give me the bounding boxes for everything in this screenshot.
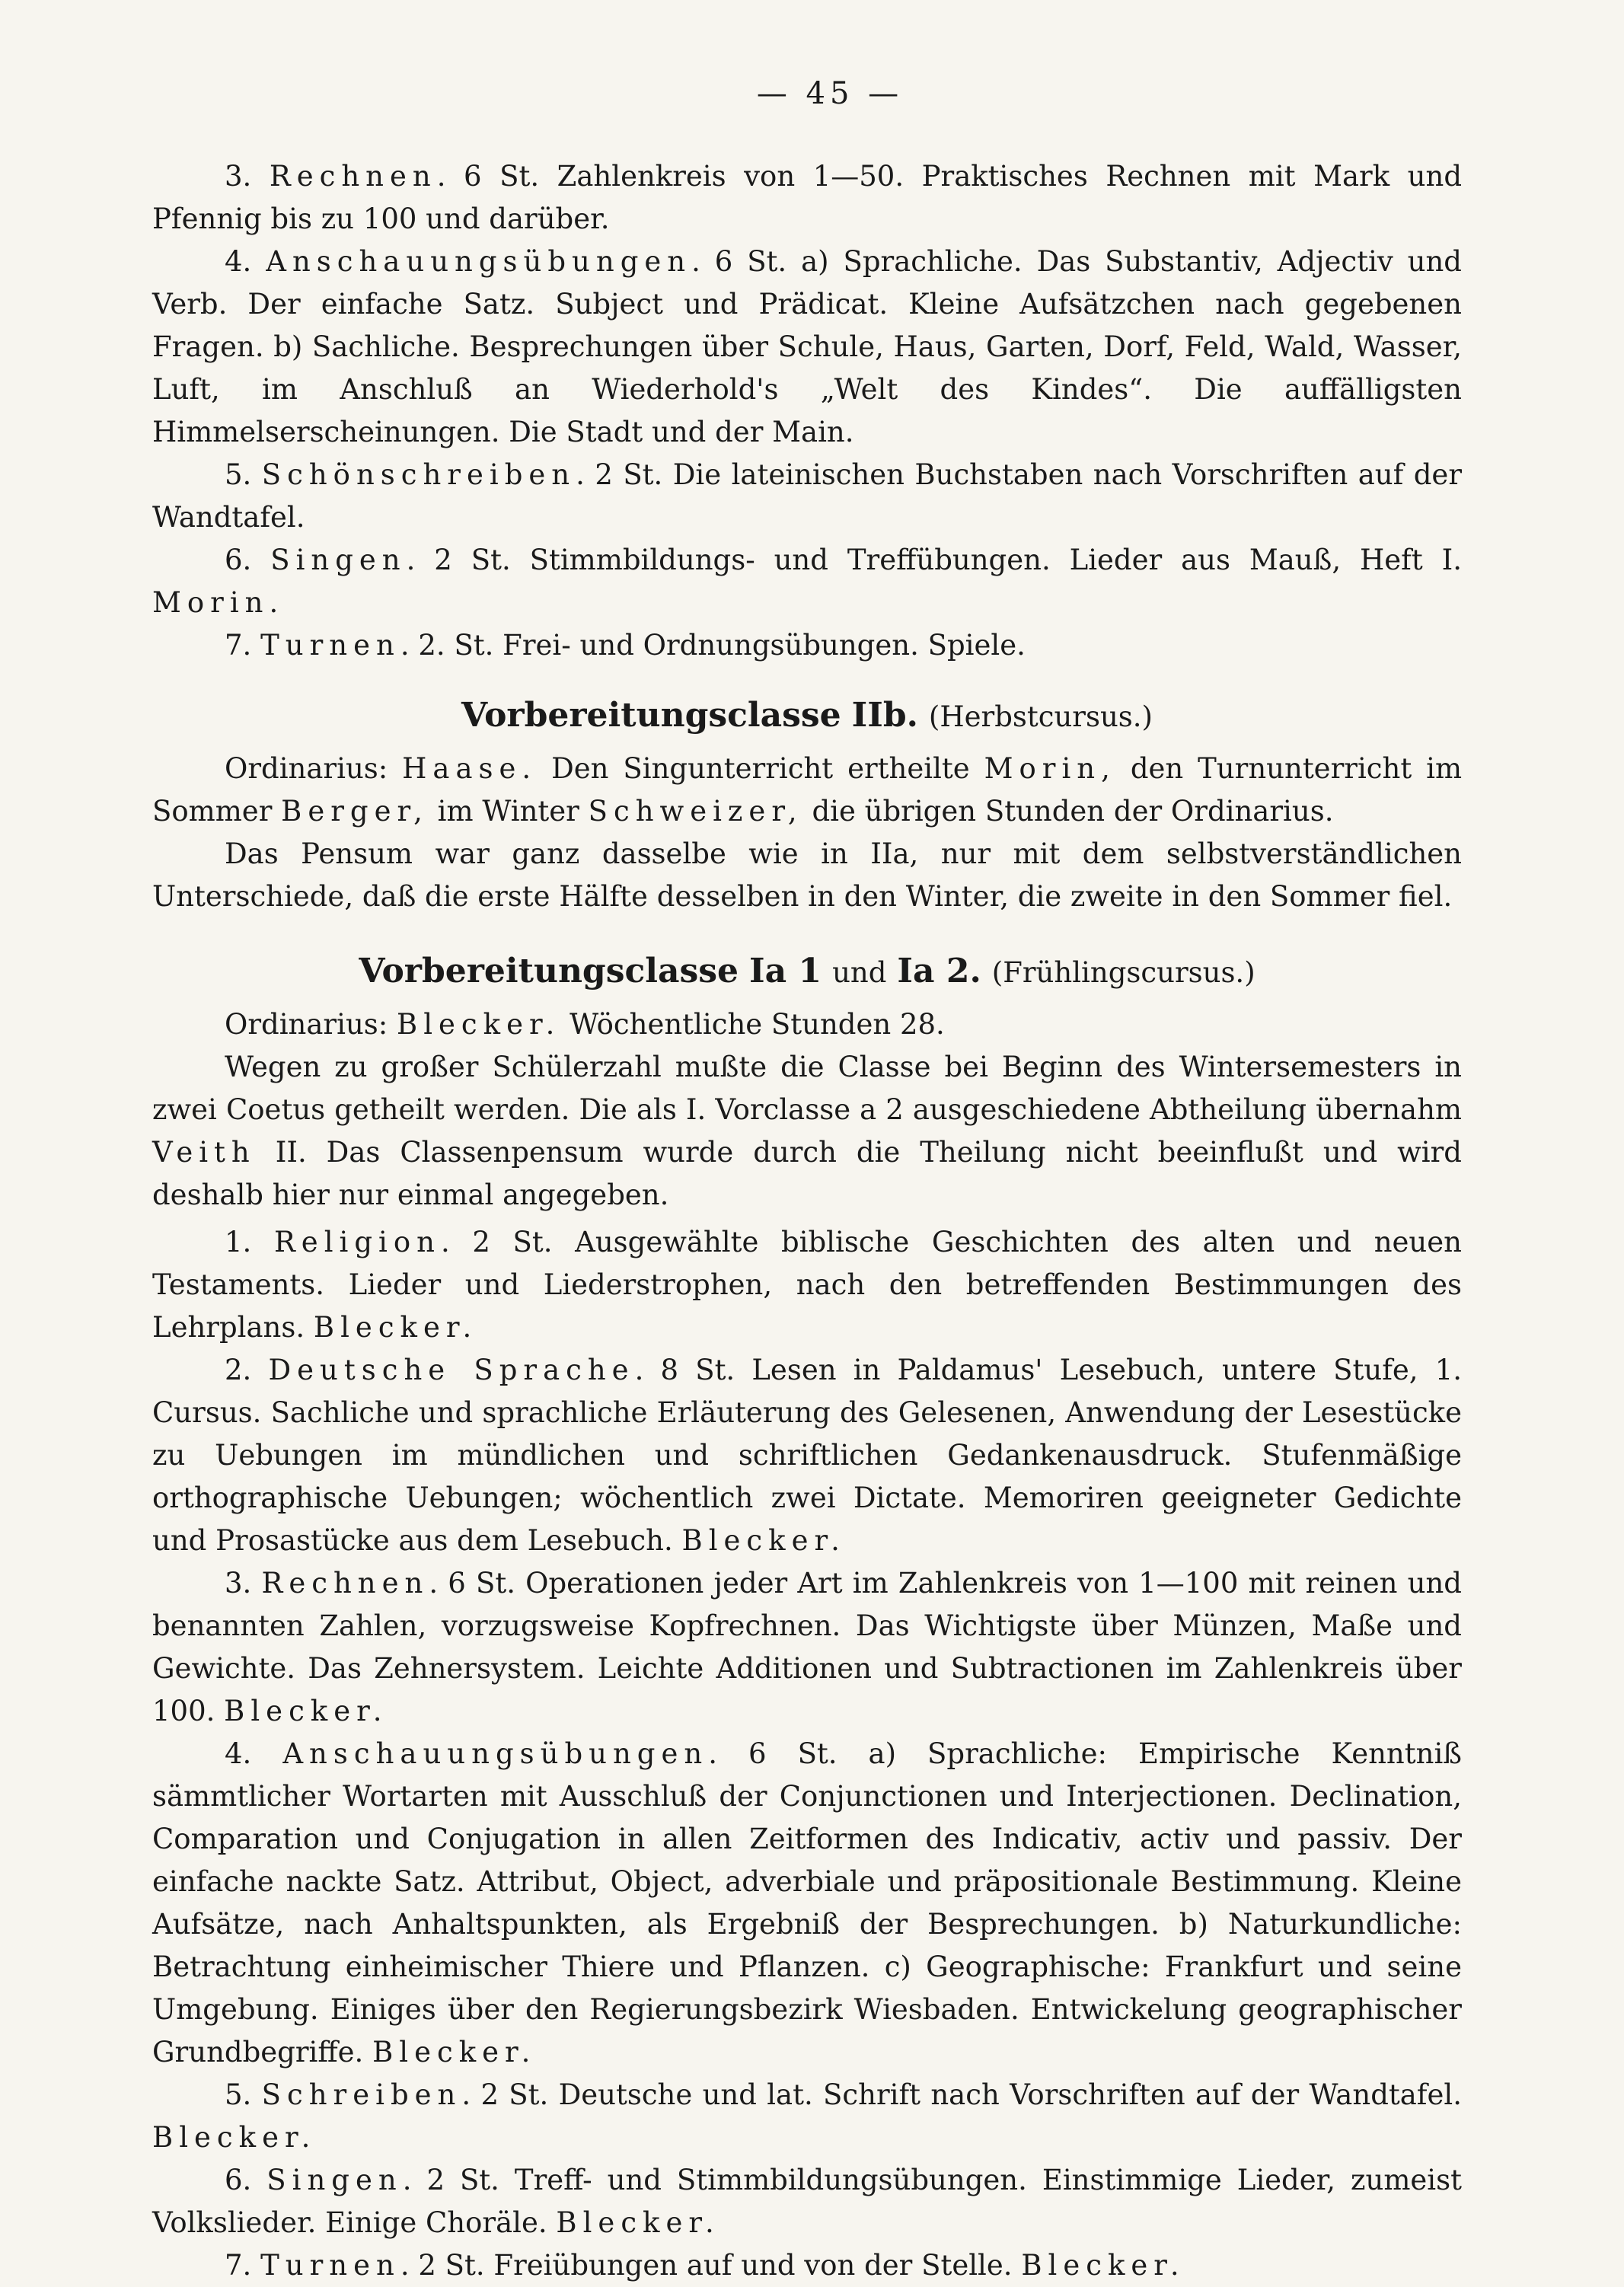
intro-ia: Wegen zu großer Schülerzahl mußte die Classe bei Beginn des Wintersemesters in zwei Coetus getheilt werden. Die als I. Vorclasse a 2 ausgeschiedene Abtheilung übernahm Veith II. Das Classenpensum wurde durch die Theilung nicht beeinflußt und wird deshalb hier nur einmal angegeben.	[152, 1051, 1462, 1211]
ia-items	[152, 1221, 1462, 2287]
list-item: 6. Singen. 2 St. Treff- und Stimmbildungsübungen. Einstimmige Lieder, zumeist Volkslieder. Einige Choräle. Blecker.	[152, 2164, 1462, 2239]
list-item: 6. Singen. 2 St. Stimmbildungs- und Treffübungen. Lieder aus Mauß, Heft I. Morin.	[152, 544, 1462, 619]
document-page	[152, 76, 1463, 2282]
list-item: 7. Turnen. 2 St. Freiübungen auf und von der Stelle. Blecker.	[225, 2249, 1185, 2282]
ordinarius-ia: Ordinarius: Blecker. Wöchentliche Stunden 28.	[225, 1008, 945, 1041]
list-item: 3. Rechnen. 6 St. Operationen jeder Art im Zahlenkreis von 1—100 mit reinen und benannten Zahlen, vorzugsweise Kopfrechnen. Das Wichtigste über Münzen, Maße und Gewichte. Das Zehnersystem. Leichte Additionen und Subtractionen im Zahlenkreis über 100. Blecker.	[152, 1567, 1462, 1727]
list-item: 2. Deutsche Sprache. 8 St. Lesen in Paldamus' Lesebuch, untere Stufe, 1. Cursus. Sachliche und sprachliche Erläuterung des Gelesenen, Anwendung der Lesestücke zu Uebungen im mündlichen und schriftlichen Gedankenausdruck. Stufenmäßige orthographische Uebungen; wöchentlich zwei Dictate. Memoriren geeigneter Gedichte und Prosastücke aus dem Lesebuch. Blecker.	[152, 1354, 1463, 1557]
subject: Religion	[273, 1226, 441, 1258]
subject: Singen	[266, 2164, 403, 2196]
teacher: Morin.	[152, 586, 285, 619]
list-item: 5. Schreiben. 2 St. Deutsche und lat. Schrift nach Vorschriften auf der Wandtafel. Blecker.	[152, 2078, 1462, 2154]
teacher: Blecker.	[681, 1524, 846, 1557]
subject: Schreiben	[261, 2078, 462, 2111]
teacher: Blecker.	[313, 1311, 478, 1344]
subject: Rechnen	[261, 1567, 429, 1600]
page-number: — 45 —	[756, 76, 904, 111]
pensum-iib: Das Pensum war ganz dasselbe wie in IIa, nur mit dem selbstverständlichen Unterschiede, daß die erste Hälfte desselben in den Winter, die zweite in den Sommer fiel.	[152, 837, 1462, 913]
subject: Turnen	[260, 629, 400, 662]
list-item: 3. Rechnen. 6 St. Zahlenkreis von 1—50. Praktisches Rechnen mit Mark und Pfennig bis zu 100 und darüber.	[152, 160, 1463, 235]
section-title-ia: Vorbereitungsclasse Ia 1 und Ia 2. (Frühlingscursus.)	[359, 952, 1255, 990]
teacher: Blecker.	[1021, 2249, 1185, 2282]
list-item: 4. Anschauungsübungen. 6 St. a) Sprachliche. Das Substantiv, Adjectiv und Verb. Der einfache Satz. Subject und Prädicat. Kleine Aufsätzchen nach gegebenen Fragen. b) Sachliche. Besprechungen über Schule, Haus, Garten, Dorf, Feld, Wald, Wasser, Luft, im Anschluß an Wiederhold's „Welt des Kindes“. Die auffälligsten Himmelserscheinungen. Die Stadt und der Main.	[152, 245, 1462, 448]
section-title-iib: Vorbereitungsclasse IIb. (Herbstcursus.)	[461, 696, 1153, 735]
teacher: Blecker.	[556, 2206, 720, 2239]
subject: Singen	[270, 544, 407, 576]
subject: Turnen	[260, 2249, 400, 2282]
subject: Anschauungsübungen	[266, 245, 692, 278]
subject: Deutsche Sprache	[268, 1354, 635, 1386]
list-item: 7. Turnen. 2. St. Frei- und Ordnungsübungen. Spiele.	[225, 629, 1026, 662]
list-item: 4. Anschauungsübungen. 6 St. a) Sprachliche: Empirische Kenntniß sämmtlicher Wortarten mit Ausschluß der Conjunctionen und Interjectionen. Declination, Comparation und Conjugation in allen Zeitformen des Indicativ, activ und passiv. Der einfache nackte Satz. Attribut, Object, adverbiale und präpositionale Bestimmung. Kleine Aufsätze, nach Anhaltspunkten, als Ergebniß der Besprechungen. b) Naturkundliche: Betrachtung einheimischer Thiere und Pflanzen. c) Geographische: Frankfurt und seine Umgebung. Einiges über den Regierungsbezirk Wiesbaden. Entwickelung geographischer Grundbegriffe. Blecker.	[152, 1737, 1463, 2069]
subject: Rechnen	[269, 160, 437, 193]
teacher: Blecker.	[152, 2121, 317, 2154]
list-item: 1. Religion. 2 St. Ausgewählte biblische Geschichten des alten und neuen Testaments. Lieder und Liederstrophen, nach den betreffenden Bestimmungen des Lehrplans. Blecker.	[152, 1226, 1462, 1344]
list-item: 5. Schönschreiben. 2 St. Die lateinischen Buchstaben nach Vorschriften auf der Wandtafel.	[152, 458, 1463, 534]
teacher: Blecker.	[372, 2036, 537, 2069]
teacher: Blecker.	[224, 1695, 388, 1727]
ordinarius-iib: Ordinarius: Haase. Den Singunterricht ertheilte Morin, den Turnunterricht im Sommer Berger, im Winter Schweizer, die übrigen Stunden der Ordinarius.	[152, 752, 1463, 828]
subject: Schönschreiben	[261, 458, 576, 491]
top-items	[152, 155, 1462, 667]
subject: Anschauungsübungen	[282, 1737, 709, 1770]
